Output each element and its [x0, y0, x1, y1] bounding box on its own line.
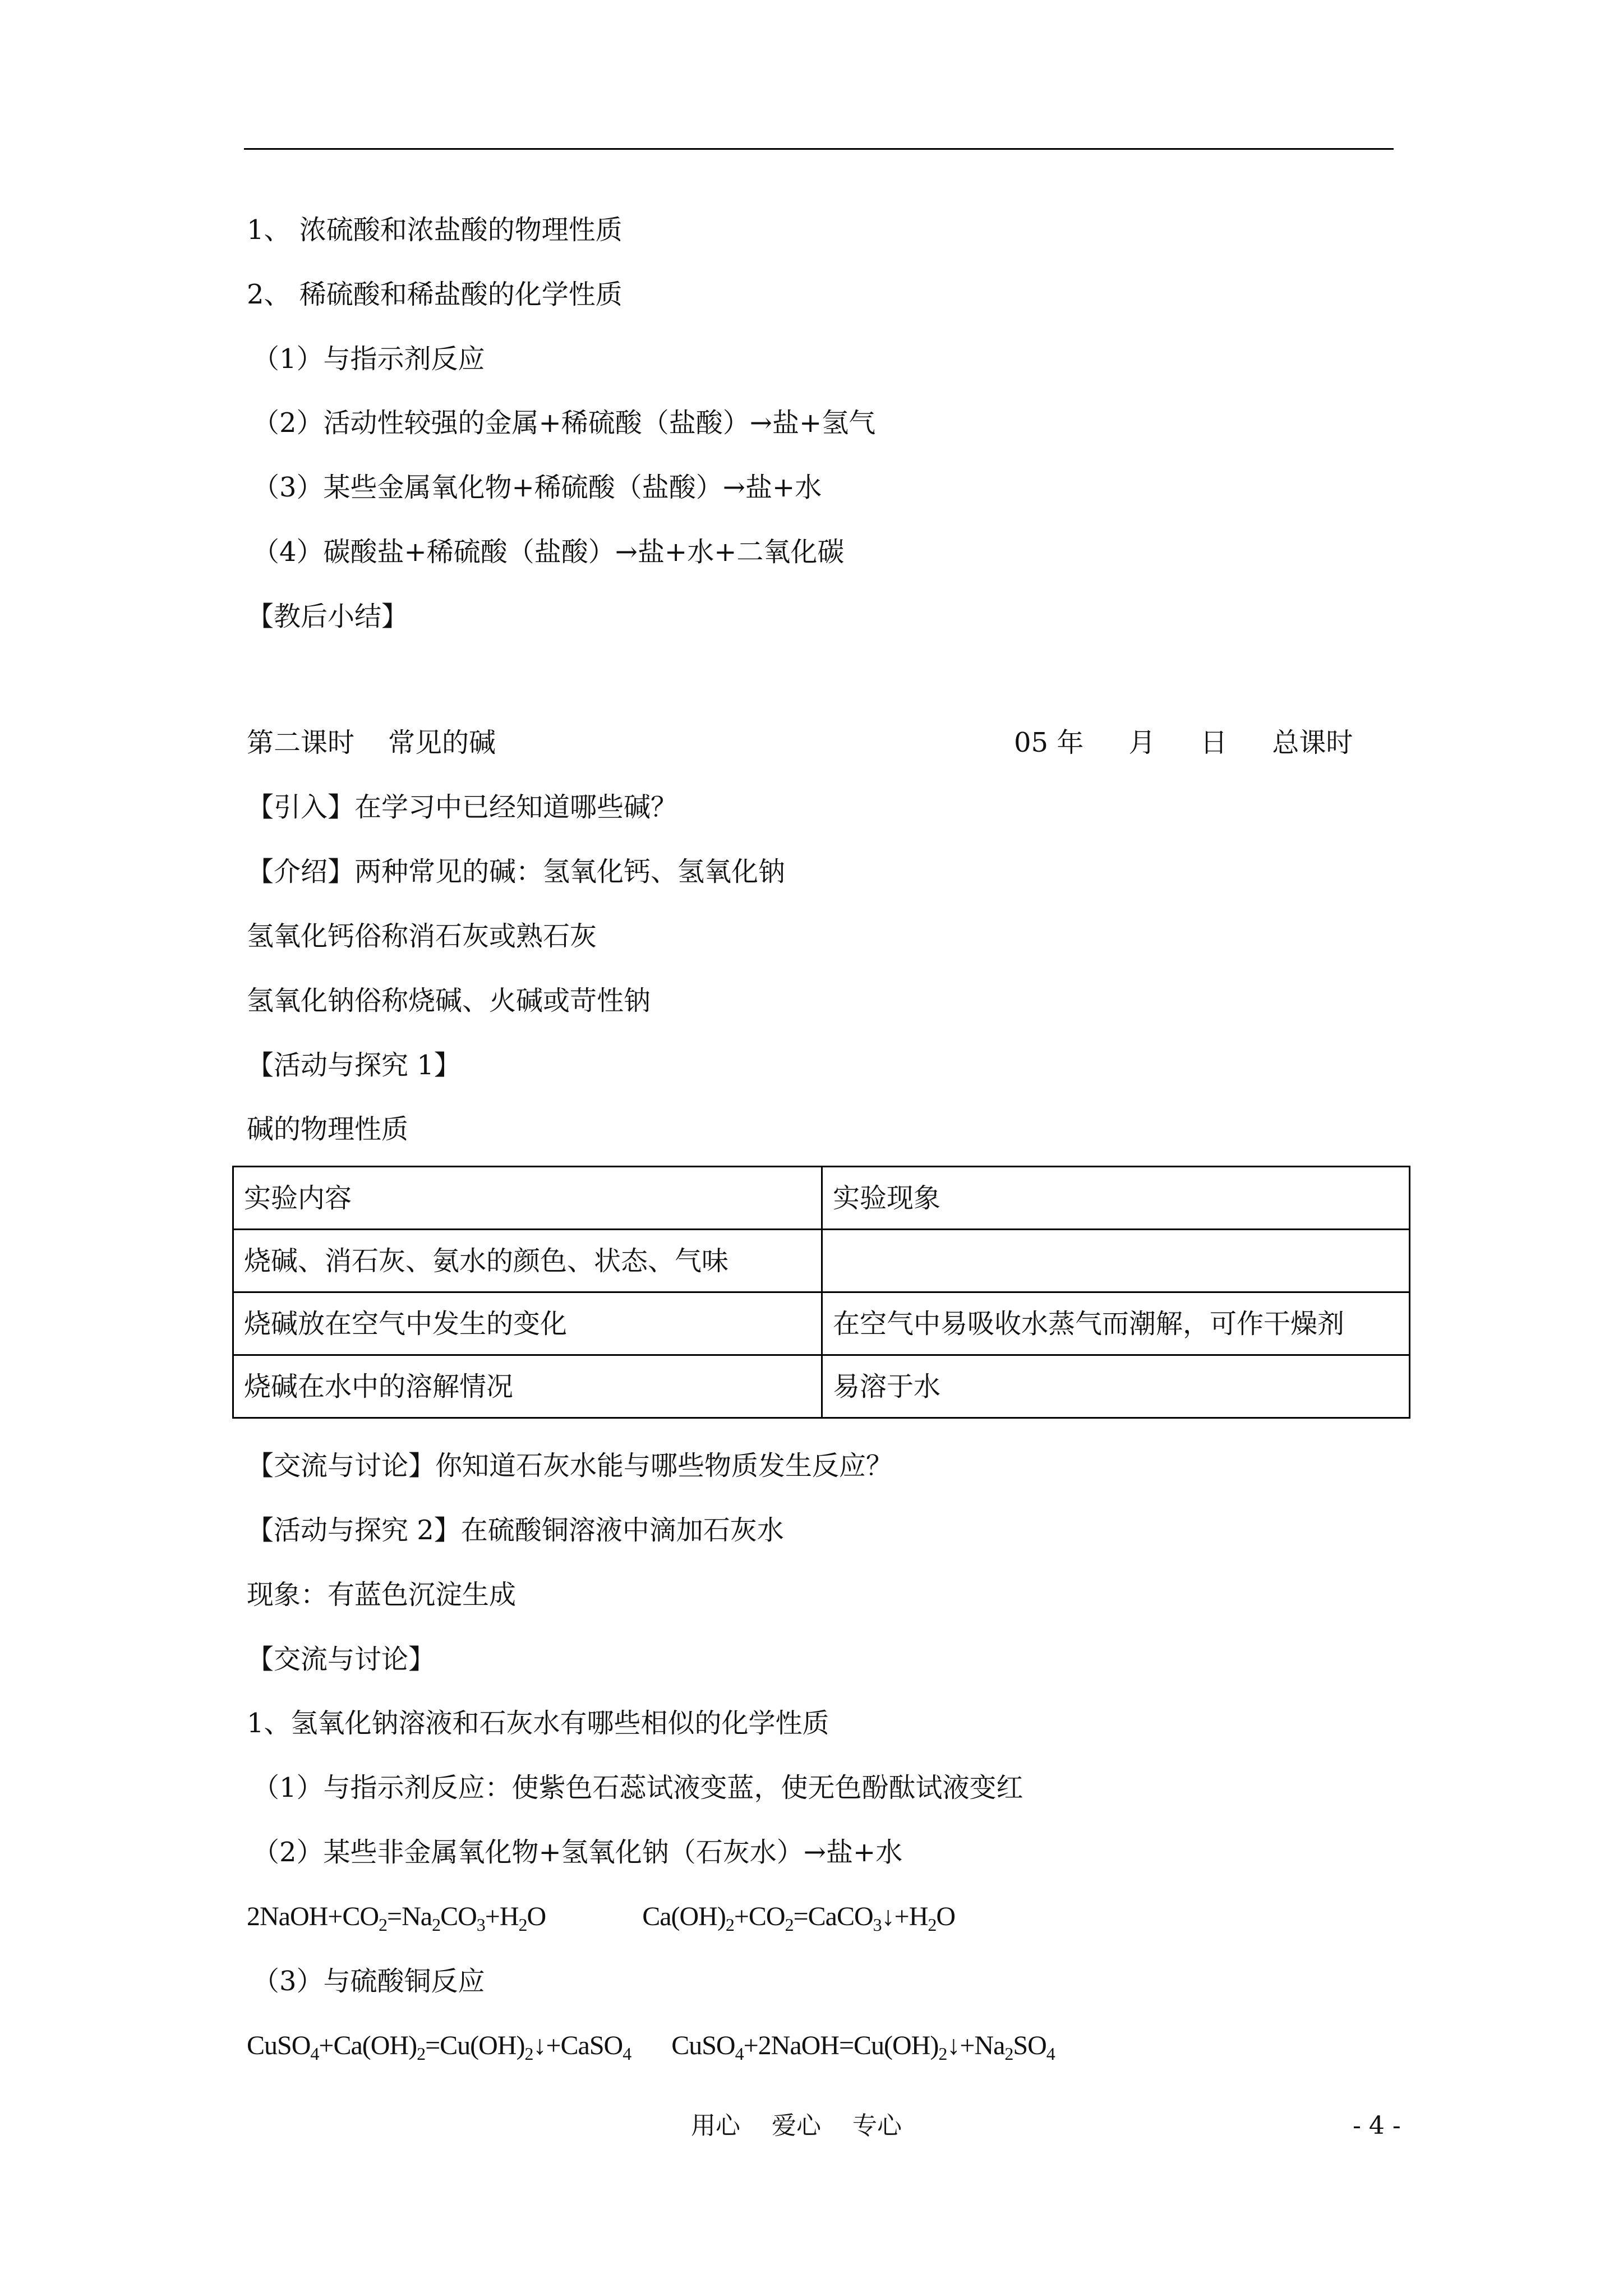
footer-motto-3: 专心 [852, 2111, 902, 2140]
activity-1-heading: 【活动与探究 1】 [247, 1050, 461, 1081]
equation-caoh2-co2: $Ca(OH)_2+CO_2=CaCO_3↓+H_2O$ [642, 1902, 956, 1935]
post-lesson-summary: 【教后小结】 [247, 601, 409, 632]
table-cell: 易溶于水 [822, 1355, 1410, 1418]
question-1: 1、氢氧化钠溶液和石灰水有哪些相似的化学性质 [247, 1708, 829, 1739]
item-2: 2、 稀硫酸和稀盐酸的化学性质 [247, 279, 623, 310]
lesson-title: 常见的碱 [388, 727, 496, 758]
item-2-3: （3）某些金属氧化物+稀硫酸（盐酸）→盐+水 [252, 472, 822, 503]
table-row [233, 1355, 1410, 1418]
equation-row-2 [247, 2029, 1055, 2063]
discussion-1: 【交流与讨论】你知道石灰水能与哪些物质发生反应？ [247, 1450, 893, 1481]
intro-line: 【引入】在学习中已经知道哪些碱？ [247, 792, 678, 823]
lesson-year: 05 年 [1014, 727, 1084, 758]
equation-naoh-co2: $2NaOH+CO_2=Na_2CO_3+H_2O$ [247, 1902, 546, 1935]
equation-cuso4-naoh: $CuSO_4+2NaOH=Cu(OH)_2↓+Na_2SO_4$ [671, 2031, 1055, 2064]
table-cell: 在空气中易吸收水蒸气而潮解，可作干燥剂 [822, 1292, 1410, 1355]
footer-motto-2: 爱心 [772, 2111, 821, 2140]
item-2-2: （2）活动性较强的金属+稀硫酸（盐酸）→盐+氢气 [252, 407, 876, 439]
page-number: - 4 - [1353, 2111, 1401, 2140]
table-cell: 烧碱放在空气中发生的变化 [233, 1292, 822, 1355]
lesson-date [1014, 726, 1353, 760]
calcium-hydroxide-alias: 氢氧化钙俗称消石灰或熟石灰 [247, 921, 597, 952]
property-3: （3）与硫酸铜反应 [252, 1966, 485, 1997]
experiment-table [232, 1166, 1410, 1419]
lesson-month: 月 [1128, 727, 1156, 758]
table-cell [822, 1230, 1410, 1292]
lesson-day: 日 [1200, 727, 1228, 758]
lesson-period: 第二课时 [247, 727, 355, 758]
table-row [233, 1230, 1410, 1292]
lesson-heading [247, 726, 496, 760]
table-header-cell: 实验内容 [233, 1167, 822, 1230]
table-row [233, 1292, 1410, 1355]
equation-cuso4-caoh2: $CuSO_4+Ca(OH)_2=Cu(OH)_2↓+CaSO_4$ [247, 2031, 631, 2064]
sodium-hydroxide-alias: 氢氧化钠俗称烧碱、火碱或苛性钠 [247, 985, 651, 1016]
item-2-1: （1）与指示剂反应 [252, 343, 485, 375]
property-1: （1）与指示剂反应：使紫色石蕊试液变蓝，使无色酚酞试液变红 [252, 1772, 1023, 1803]
table-cell: 烧碱、消石灰、氨水的颜色、状态、气味 [233, 1230, 822, 1292]
equation-row-1 [247, 1900, 955, 1934]
phenomenon-line: 现象：有蓝色沉淀生成 [247, 1579, 517, 1611]
lesson-total: 总课时 [1272, 727, 1353, 758]
table-header-row [233, 1167, 1410, 1230]
activity-2-heading: 【活动与探究 2】在硫酸铜溶液中滴加石灰水 [247, 1515, 784, 1546]
header-rule [244, 148, 1394, 150]
item-2-4: （4）碳酸盐+稀硫酸（盐酸）→盐+水+二氧化碳 [252, 536, 845, 568]
table-cell: 烧碱在水中的溶解情况 [233, 1355, 822, 1418]
introduce-line: 【介绍】两种常见的碱：氢氧化钙、氢氧化钠 [247, 856, 786, 887]
footer-motto-1: 用心 [691, 2111, 740, 2140]
property-2: （2）某些非金属氧化物+氢氧化钠（石灰水）→盐+水 [252, 1837, 903, 1868]
physical-properties-heading: 碱的物理性质 [247, 1114, 409, 1145]
table-header-cell: 实验现象 [822, 1167, 1410, 1230]
discussion-2: 【交流与讨论】 [247, 1644, 436, 1675]
item-1: 1、 浓硫酸和浓盐酸的物理性质 [247, 214, 623, 246]
footer-motto [691, 2110, 902, 2142]
